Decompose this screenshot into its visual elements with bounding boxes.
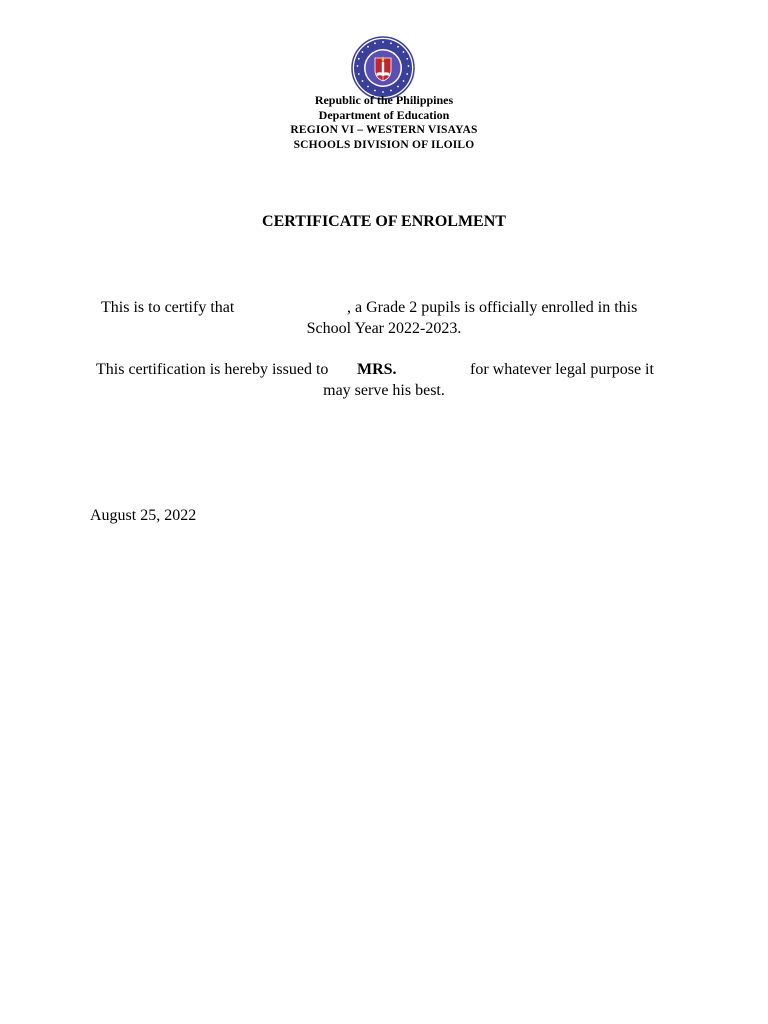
header-division: SCHOOLS DIVISION OF ILOILO [293,139,475,151]
certificate-title: CERTIFICATE OF ENROLMENT [262,213,506,230]
certify-middle-text: , a Grade 2 pupils is officially enrolled in this [347,299,638,316]
issued-honorific: MRS. [357,361,397,378]
header-republic: Republic of the Philippines [314,93,454,107]
issue-date: August 25, 2022 [90,507,197,524]
certify-school-year: School Year 2022-2023. [306,320,462,337]
letterhead [0,93,768,153]
paragraph-issued [0,359,768,401]
issued-tail-text: for whatever legal purpose it [470,361,654,378]
header-region: REGION VI – WESTERN VISAYAS [290,124,478,136]
certify-lead-text: This is to certify that [101,299,235,316]
header-department: Department of Education [318,108,450,122]
issued-lead-text: This certification is hereby issued to [96,361,329,378]
issued-purpose: may serve his best. [323,382,445,399]
deped-seal-icon [351,36,415,100]
paragraph-certify [0,297,768,339]
